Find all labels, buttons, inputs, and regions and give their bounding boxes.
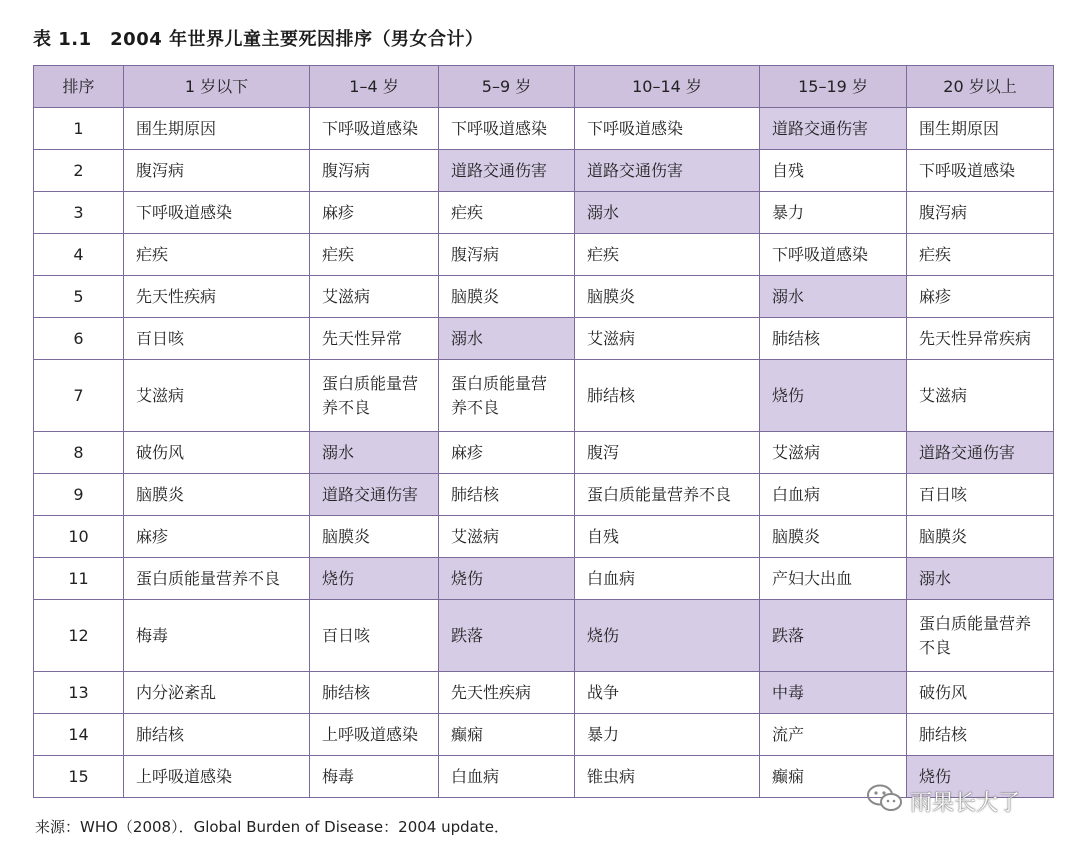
table-cell: 下呼吸道感染 (575, 108, 760, 150)
table-cell: 艾滋病 (310, 276, 439, 318)
watermark (866, 783, 1020, 819)
table-cell: 脑膜炎 (124, 474, 310, 516)
table-cell: 先天性疾病 (439, 672, 575, 714)
table-cell: 破伤风 (907, 672, 1054, 714)
table-cell: 下呼吸道感染 (907, 150, 1054, 192)
table-cell: 白血病 (575, 558, 760, 600)
table-cell: 战争 (575, 672, 760, 714)
table-row (34, 600, 1054, 672)
table-cell-highlight: 溺水 (575, 192, 760, 234)
table-row (34, 276, 1054, 318)
table-cell-highlight: 溺水 (439, 318, 575, 360)
table-cell: 先天性异常疾病 (907, 318, 1054, 360)
table-cell: 白血病 (760, 474, 907, 516)
table-title: 表 1.1 2004 年世界儿童主要死因排序（男女合计） (33, 29, 484, 50)
table-row (34, 474, 1054, 516)
table-cell: 肺结核 (907, 714, 1054, 756)
table-cell: 下呼吸道感染 (124, 192, 310, 234)
table-cell: 破伤风 (124, 432, 310, 474)
table-cell: 肺结核 (124, 714, 310, 756)
table-cell-highlight: 跌落 (439, 600, 575, 672)
rank-cell: 2 (34, 150, 124, 192)
table-cell: 麻疹 (907, 276, 1054, 318)
rank-cell: 15 (34, 756, 124, 798)
table-cell-highlight: 道路交通伤害 (310, 474, 439, 516)
table-cell: 先天性异常 (310, 318, 439, 360)
table-cell-highlight: 道路交通伤害 (907, 432, 1054, 474)
table-cell: 艾滋病 (907, 360, 1054, 432)
table-cell: 脑膜炎 (760, 516, 907, 558)
table-cell: 癫痫 (760, 756, 907, 798)
header-5-9: 5–9 岁 (439, 66, 575, 108)
table-cell: 疟疾 (907, 234, 1054, 276)
table-cell-highlight: 溺水 (310, 432, 439, 474)
rank-cell: 7 (34, 360, 124, 432)
header-15-19: 15–19 岁 (760, 66, 907, 108)
table-cell-highlight: 中毒 (760, 672, 907, 714)
table-cell: 梅毒 (310, 756, 439, 798)
table-cell: 肺结核 (575, 360, 760, 432)
table-cell: 内分泌紊乱 (124, 672, 310, 714)
header-1-4: 1–4 岁 (310, 66, 439, 108)
table-cell-highlight: 烧伤 (760, 360, 907, 432)
table-cell: 蛋白质能量营养不良 (310, 360, 439, 432)
table-cell: 先天性疾病 (124, 276, 310, 318)
table-cell: 脑膜炎 (907, 516, 1054, 558)
table-row (34, 318, 1054, 360)
watermark-text: 雨果长大了 (910, 790, 1021, 816)
table-cell: 疟疾 (310, 234, 439, 276)
rank-cell: 9 (34, 474, 124, 516)
table-cell: 疟疾 (439, 192, 575, 234)
table-cell: 麻疹 (310, 192, 439, 234)
table-cell: 癫痫 (439, 714, 575, 756)
table-cell-highlight: 溺水 (760, 276, 907, 318)
table-cell: 蛋白质能量营养不良 (907, 600, 1054, 672)
rank-cell: 13 (34, 672, 124, 714)
table-cell-highlight: 跌落 (760, 600, 907, 672)
table-row (34, 360, 1054, 432)
table-cell: 暴力 (575, 714, 760, 756)
table-cell: 脑膜炎 (439, 276, 575, 318)
rank-cell: 8 (34, 432, 124, 474)
table-row (34, 516, 1054, 558)
table-cell: 麻疹 (439, 432, 575, 474)
table-cell: 下呼吸道感染 (310, 108, 439, 150)
table-cell: 围生期原因 (124, 108, 310, 150)
rank-cell: 3 (34, 192, 124, 234)
table-cell: 疟疾 (575, 234, 760, 276)
table-cell: 艾滋病 (760, 432, 907, 474)
table-cell: 锥虫病 (575, 756, 760, 798)
table-cell-highlight: 烧伤 (310, 558, 439, 600)
table-cell: 麻疹 (124, 516, 310, 558)
table-cell: 产妇大出血 (760, 558, 907, 600)
header-10-14: 10–14 岁 (575, 66, 760, 108)
rank-cell: 14 (34, 714, 124, 756)
rank-cell: 12 (34, 600, 124, 672)
wechat-icon (866, 783, 904, 819)
table-cell: 暴力 (760, 192, 907, 234)
table-cell-highlight: 烧伤 (575, 600, 760, 672)
table-cell: 肺结核 (439, 474, 575, 516)
table-row (34, 150, 1054, 192)
table-cell: 下呼吸道感染 (439, 108, 575, 150)
table-cell: 蛋白质能量营养不良 (575, 474, 760, 516)
table-cell: 上呼吸道感染 (124, 756, 310, 798)
table-cell: 艾滋病 (124, 360, 310, 432)
rank-cell: 6 (34, 318, 124, 360)
table-cell: 艾滋病 (439, 516, 575, 558)
rank-cell: 1 (34, 108, 124, 150)
table-cell-highlight: 烧伤 (907, 756, 1054, 798)
table-cell: 脑膜炎 (575, 276, 760, 318)
table-cell: 上呼吸道感染 (310, 714, 439, 756)
table-cell: 腹泻 (575, 432, 760, 474)
table-cell: 肺结核 (760, 318, 907, 360)
table-row (34, 192, 1054, 234)
table-cell: 腹泻病 (310, 150, 439, 192)
table-row (34, 714, 1054, 756)
table-cell-highlight: 烧伤 (439, 558, 575, 600)
table-cell-highlight: 道路交通伤害 (760, 108, 907, 150)
table-cell-highlight: 溺水 (907, 558, 1054, 600)
header-row (34, 66, 1054, 108)
table-cell: 疟疾 (124, 234, 310, 276)
table-cell: 围生期原因 (907, 108, 1054, 150)
table-row (34, 558, 1054, 600)
table-cell: 蛋白质能量营养不良 (439, 360, 575, 432)
table-row (34, 432, 1054, 474)
header-rank: 排序 (34, 66, 124, 108)
table-cell: 流产 (760, 714, 907, 756)
table-cell-highlight: 道路交通伤害 (575, 150, 760, 192)
rank-cell: 4 (34, 234, 124, 276)
table-cell: 腹泻病 (124, 150, 310, 192)
table-cell: 白血病 (439, 756, 575, 798)
table-cell: 艾滋病 (575, 318, 760, 360)
table-cell: 肺结核 (310, 672, 439, 714)
table-cell: 蛋白质能量营养不良 (124, 558, 310, 600)
death-rank-table (33, 65, 1054, 798)
rank-cell: 5 (34, 276, 124, 318)
rank-cell: 10 (34, 516, 124, 558)
table-cell: 自残 (760, 150, 907, 192)
header-under-1: 1 岁以下 (124, 66, 310, 108)
table-row (34, 672, 1054, 714)
table-cell: 百日咳 (310, 600, 439, 672)
table-cell: 梅毒 (124, 600, 310, 672)
table-cell: 百日咳 (907, 474, 1054, 516)
table-row (34, 108, 1054, 150)
table-cell: 百日咳 (124, 318, 310, 360)
table-cell: 脑膜炎 (310, 516, 439, 558)
header-20-plus: 20 岁以上 (907, 66, 1054, 108)
rank-cell: 11 (34, 558, 124, 600)
source-note: 来源：WHO（2008）．Global Burden of Disease：2004 update． (35, 818, 509, 836)
table-cell-highlight: 道路交通伤害 (439, 150, 575, 192)
table-cell: 腹泻病 (439, 234, 575, 276)
table-cell: 下呼吸道感染 (760, 234, 907, 276)
table-cell: 腹泻病 (907, 192, 1054, 234)
table-cell: 自残 (575, 516, 760, 558)
table-row (34, 234, 1054, 276)
